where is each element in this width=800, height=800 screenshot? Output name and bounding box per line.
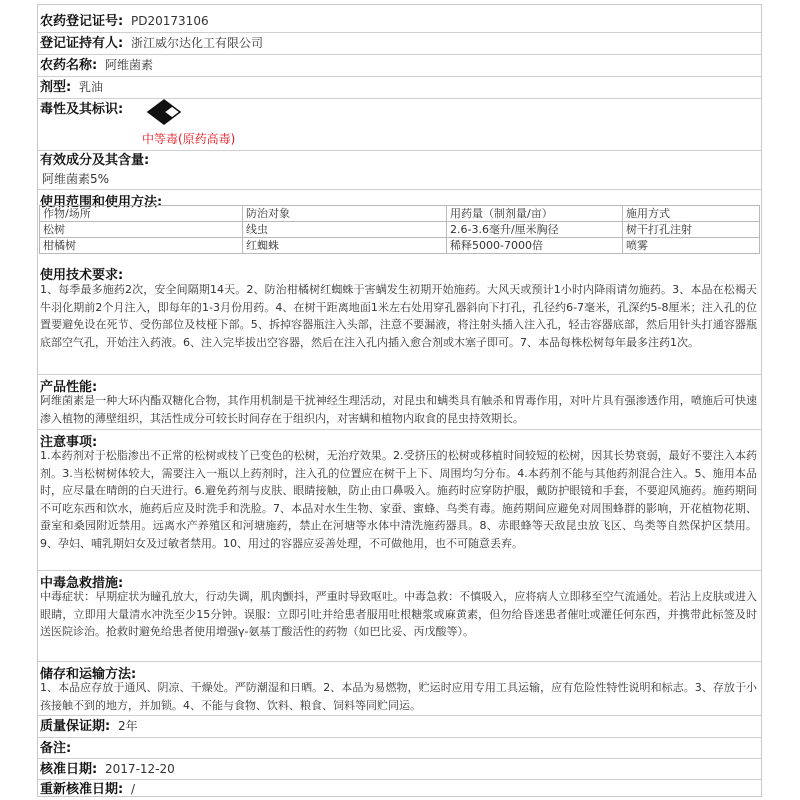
technique-label: 使用技术要求: <box>40 268 124 283</box>
table-cell: 稀释5000-7000倍 <box>447 238 623 254</box>
precautions-text: 1.本药剂对于松脂渗出不正常的松树或枝丫已变色的松树，无治疗效果。2.受挤压的松树或移植时间较短的松树，因其长势衰弱，最好不要注入本药剂。3.当松树树体较大，需要注入一瓶以上药剂时，注入孔的位置应在树干上下、周围均匀分布。4.本药剂不能与其他药剂混合注入。5、施用本品时，应尽量在晴朗的白天进行。6.避免药剂与皮肤、眼睛接触，防止由口鼻吸入。施药时应穿防护服，戴防护眼镜和手套，不要迎风施药。施药期间不可吃东西和饮水，施药后应及时洗手和洗脸。7、本品对水生生物、家蚕、蜜蜂、鸟类有毒。施药期间应避免对周围蜂群的影响，开花植物花期、蚕室和桑园附近禁用。远离水产养殖区和河塘施药，禁止在河塘等水体中清洗施药器具。8、赤眼蜂等天敌昆虫放飞区、鸟类等自然保护区禁用。9、孕妇、哺乳期妇女及过敏者禁用。10、用过的容器应妥善处理，不可做他用，也不可随意丢弃。 <box>40 449 757 550</box>
table-cell: 松树 <box>40 222 243 238</box>
toxicity-label: 毒性及其标识: <box>40 102 124 117</box>
reg-no-value: PD20173106 <box>131 14 209 28</box>
divider <box>38 758 761 759</box>
divider <box>38 715 761 716</box>
divider <box>38 737 761 738</box>
table-cell: 线虫 <box>243 222 447 238</box>
name-row <box>38 57 761 74</box>
firstaid-label: 中毒急救措施: <box>40 576 124 591</box>
table-row <box>40 222 760 238</box>
holder-value: 浙江威尔达化工有限公司 <box>131 36 264 50</box>
approve-label: 核准日期: <box>40 762 98 777</box>
divider <box>38 661 761 662</box>
table-row <box>40 238 760 254</box>
table-header-cell: 施用方式 <box>623 206 760 222</box>
remarks-label: 备注: <box>40 741 72 756</box>
holder-label: 登记证持有人: <box>40 36 124 51</box>
holder-row <box>38 35 761 52</box>
form-label: 剂型: <box>40 80 72 95</box>
table-header-cell: 作物/场所 <box>40 206 243 222</box>
toxicity-text: 中等毒(原药高毒) <box>142 132 236 146</box>
form-value: 乳油 <box>79 80 104 94</box>
remarks-row <box>38 740 761 757</box>
usage-label: 使用范围和使用方法: <box>40 195 163 210</box>
divider <box>38 189 761 190</box>
ingredient-value-row <box>38 171 761 187</box>
ingredient-row <box>38 152 761 169</box>
table-cell: 柑橘树 <box>40 238 243 254</box>
divider <box>38 779 761 780</box>
ingredient-label: 有效成分及其含量: <box>40 153 150 168</box>
reapprove-value: / <box>131 782 136 796</box>
hazard-diamond-icon <box>146 99 182 125</box>
form-row <box>38 79 761 96</box>
usage-table <box>39 205 760 254</box>
divider <box>38 429 761 430</box>
table-cell: 红蜘蛛 <box>243 238 447 254</box>
shelf-row <box>38 718 761 735</box>
name-label: 农药名称: <box>40 58 98 73</box>
divider <box>38 150 761 151</box>
storage-label: 储存和运输方法: <box>40 667 137 682</box>
divider <box>38 76 761 77</box>
performance-text: 阿维菌素是一种大环内酯双糖化合物，其作用机制是干扰神经生理活动，对昆虫和螨类具有触杀和胃毒作用，对叶片具有强渗透作用，喷施后可快速渗入植物的薄壁组织，其活性成分可较长时间存在于组织内，对害螨和植物内取食的昆虫持效期长。 <box>40 394 757 425</box>
precautions-label: 注意事项: <box>40 435 98 450</box>
performance-label: 产品性能: <box>40 380 98 395</box>
name-value: 阿维菌素 <box>105 58 154 72</box>
reg-no-label: 农药登记证号: <box>40 14 124 29</box>
reg-no-row <box>38 13 761 30</box>
firstaid-text: 中毒症状：早期症状为瞳孔放大，行动失调，肌肉颤抖，严重时导致呕吐。中毒急救：不慎吸入，应将病人立即移至空气流通处。若沾上皮肤或进入眼睛，立即用大量清水冲洗至少15分钟。误服：立即引吐并给患者服用吐根糖浆或麻黄素，但勿给昏迷患者催吐或灌任何东西，并携带此标签及时送医院诊治。抢救时避免给患者使用增强γ-氨基丁酸活性的药物（如巴比妥、丙戊酸等）。 <box>40 590 757 639</box>
table-header-cell: 防治对象 <box>243 206 447 222</box>
approve-value: 2017-12-20 <box>105 762 175 776</box>
storage-text: 1、本品应存放于通风、阴凉、干燥处。严防潮湿和日晒。2、本品为易燃物，贮运时应用专用工具运输，应有危险性特性说明和标志。3、存放于小孩接触不到的地方，并加锁。4、不能与食物、饮料、粮食、饲料等同贮同运。 <box>40 681 757 712</box>
registration-card <box>37 4 762 797</box>
reapprove-row <box>38 781 761 798</box>
divider <box>38 54 761 55</box>
shelf-value: 2年 <box>118 719 138 733</box>
divider <box>38 32 761 33</box>
table-header-row <box>40 206 760 222</box>
reapprove-label: 重新核准日期: <box>40 782 124 797</box>
shelf-label: 质量保证期: <box>40 719 111 734</box>
approve-row <box>38 761 761 778</box>
table-cell: 喷雾 <box>623 238 760 254</box>
divider <box>38 570 761 571</box>
table-cell: 树干打孔注射 <box>623 222 760 238</box>
table-header-cell: 用药量（制剂量/亩） <box>447 206 623 222</box>
divider <box>38 374 761 375</box>
technique-text: 1、每季最多施药2次，安全间隔期14天。2、防治柑橘树红蜘蛛于害螨发生初期开始施药。大风天或预计1小时内降雨请勿施药。3、本品在松褐天牛羽化期前2个月注入，即每年的1-3月份用药。4、在树干距离地面1米左右处用穿孔器斜向下打孔，孔径约6-7毫米，孔深约5-8厘米；注入孔的位置要避免设在死节、受伤部位及枝桠下部。5、拆掉容器瓶注入头部，注意不要漏液，将注射头插入注入孔，轻击容器底部，然后用针头打通容器瓶底部空气孔，开始注入药液。6、注入完毕拔出空容器，然后在注入孔内插入愈合剂或木塞子即可。7、本品每株松树每年最多注药1次。 <box>40 283 757 349</box>
ingredient-value: 阿维菌素5% <box>42 172 110 186</box>
table-cell: 2.6-3.6毫升/厘米胸径 <box>447 222 623 238</box>
